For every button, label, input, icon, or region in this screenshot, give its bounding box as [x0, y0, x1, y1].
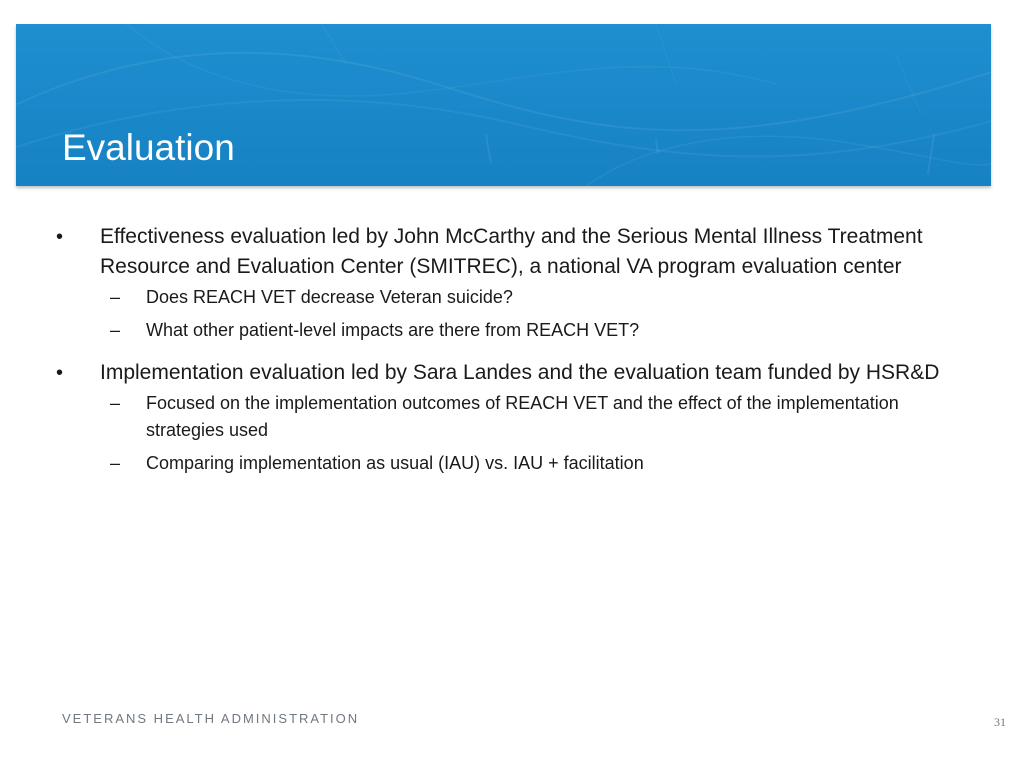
- sub-bullet-item: [110, 284, 966, 311]
- sub-bullet-text: What other patient-level impacts are there from REACH VET?: [146, 320, 640, 340]
- sub-bullet-marker: –: [110, 320, 121, 340]
- bullet-item: [56, 222, 966, 282]
- bullet-item: [56, 358, 966, 388]
- bullet-group-implementation: [56, 358, 966, 477]
- bullet-marker: •: [56, 362, 64, 384]
- sub-bullet-marker: –: [110, 453, 121, 473]
- sub-bullet-marker: –: [110, 393, 121, 413]
- sub-bullet-marker: –: [110, 287, 121, 307]
- bullet-list: [56, 222, 966, 485]
- sub-bullet-list: [110, 390, 966, 477]
- sub-bullet-item: [110, 450, 966, 477]
- sub-bullet-text: Comparing implementation as usual (IAU) vs. IAU + facilitation: [146, 453, 644, 473]
- sub-bullet-item: [110, 390, 966, 444]
- bullet-marker: •: [56, 226, 64, 248]
- page-number: 31: [994, 715, 1006, 729]
- bullet-text: Effectiveness evaluation led by John McCarthy and the Serious Mental Illness Treatment Resource and Evaluation Center (SMITREC), a national VA program evaluation center: [100, 225, 923, 278]
- sub-bullet-text: Does REACH VET decrease Veteran suicide?: [146, 287, 513, 307]
- slide-title: Evaluation: [62, 127, 235, 168]
- bullet-text: Implementation evaluation led by Sara Landes and the evaluation team funded by HSR&D: [100, 361, 940, 384]
- footer-organization: VETERANS HEALTH ADMINISTRATION: [62, 711, 360, 726]
- sub-bullet-item: [110, 317, 966, 344]
- header-banner: [16, 24, 991, 186]
- sub-bullet-list: [110, 284, 966, 344]
- bullet-group-effectiveness: [56, 222, 966, 344]
- sub-bullet-text: Focused on the implementation outcomes of REACH VET and the effect of the implementation strategies used: [146, 393, 899, 440]
